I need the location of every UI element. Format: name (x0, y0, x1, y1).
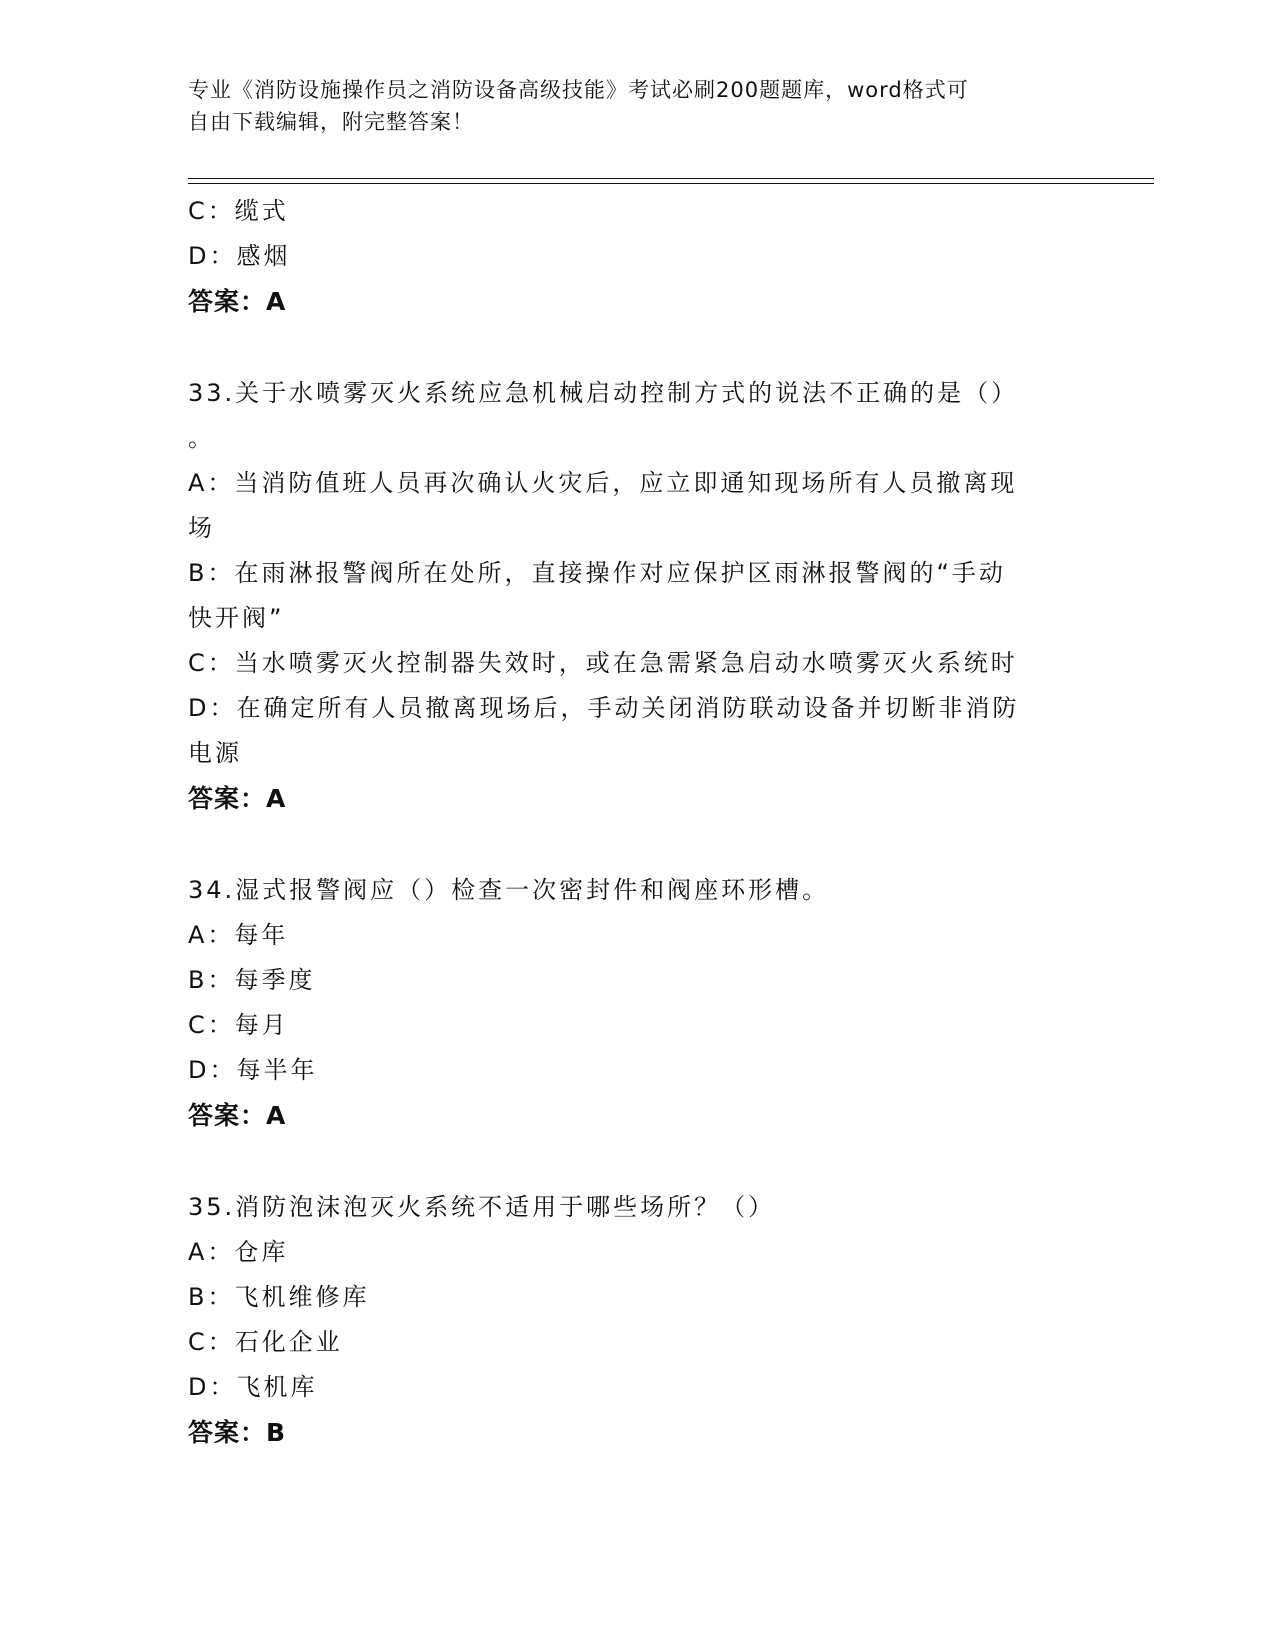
header-title-line-2: 自由下载编辑，附完整答案！ (188, 110, 474, 134)
option-a-continued: 场 (188, 514, 215, 542)
option-d: D：飞机库 (188, 1373, 318, 1401)
option-d: D：在确定所有人员撤离现场后，手动关闭消防联动设备并切断非消防 (188, 694, 1020, 722)
question-stem: 33.关于水喷雾灭火系统应急机械启动控制方式的说法不正确的是（） (188, 379, 1019, 407)
question-gap (188, 324, 1088, 371)
option-d: D：感烟 (188, 242, 291, 270)
option-c: C：石化企业 (188, 1328, 343, 1356)
question-33 (188, 371, 1088, 821)
option-b: B：每季度 (188, 966, 316, 994)
question-32-tail (188, 189, 1088, 324)
option-c: C：每月 (188, 1011, 289, 1039)
answer-line: 答案：A (188, 784, 287, 813)
option-b: B：在雨淋报警阀所在处所，直接操作对应保护区雨淋报警阀的“手动 (188, 559, 1006, 587)
header-divider (188, 178, 1154, 184)
question-gap (188, 821, 1088, 868)
option-c: C：缆式 (188, 197, 289, 225)
option-d: D：每半年 (188, 1056, 318, 1084)
answer-line: 答案：B (188, 1418, 287, 1447)
option-c: C：当水喷雾灭火控制器失效时，或在急需紧急启动水喷雾灭火系统时 (188, 649, 1018, 677)
header-title-line-1: 专业《消防设施操作员之消防设备高级技能》考试必刷200题题库，word格式可 (188, 78, 969, 102)
option-d-continued: 电源 (188, 739, 242, 767)
document-header (188, 74, 1088, 138)
option-b: B：飞机维修库 (188, 1283, 370, 1311)
option-b-continued: 快开阀” (188, 604, 285, 632)
question-stem-continued: 。 (188, 424, 215, 452)
question-gap (188, 1138, 1088, 1185)
option-a: A：每年 (188, 921, 289, 949)
question-list (188, 189, 1088, 1455)
question-35 (188, 1185, 1088, 1455)
question-stem: 34.湿式报警阀应（）检查一次密封件和阀座环形槽。 (188, 876, 830, 904)
option-a: A：仓库 (188, 1238, 289, 1266)
option-a: A：当消防值班人员再次确认火灾后，应立即通知现场所有人员撤离现 (188, 469, 1018, 497)
answer-line: 答案：A (188, 1101, 287, 1130)
question-34 (188, 868, 1088, 1138)
answer-line: 答案：A (188, 287, 287, 316)
question-stem: 35.消防泡沫泡灭火系统不适用于哪些场所？（） (188, 1193, 776, 1221)
